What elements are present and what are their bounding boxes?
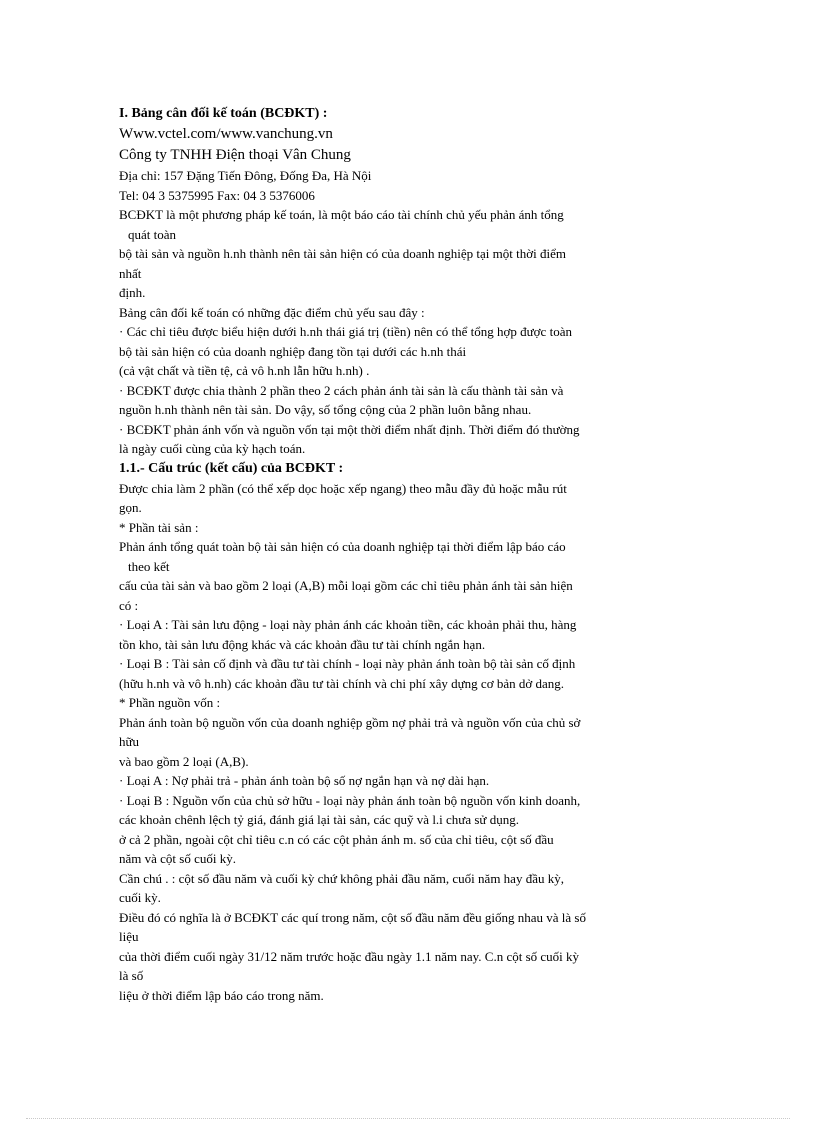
section-line: liệu <box>119 929 139 944</box>
section-line: Được chia làm 2 phần (có thể xếp dọc hoặc xếp ngang) theo mẫu đầy đủ hoặc mẫu rút <box>119 480 567 496</box>
body-line: Bảng cân đối kế toán có những đặc điểm chủ yếu sau đây : <box>119 304 425 320</box>
section-line: theo kết <box>128 558 170 574</box>
body-line: BCĐKT là một phương pháp kế toán, là một báo cáo tài chính chủ yếu phản ánh tổng <box>119 207 564 222</box>
company-name: Công ty TNHH Điện thoại Vân Chung <box>119 147 351 163</box>
section-line: có : <box>119 597 139 613</box>
body-line: nguồn h.nh thành nên tài sản. Do vậy, số tổng cộng của 2 phần luôn bằng nhau. <box>119 402 532 417</box>
body-line: (cả vật chất và tiền tệ, cả vô h.nh lẫn hữu h.nh) . <box>119 363 370 378</box>
document-page <box>119 104 699 1005</box>
section-line: ở cả 2 phần, ngoài cột chỉ tiêu c.n có các cột phản ánh m. số của chỉ tiêu, cột số đầu <box>119 831 554 847</box>
page-bottom-divider <box>26 1118 790 1119</box>
section-line: * Phần tài sản : <box>119 519 199 535</box>
section-line: Cần chú . : cột số đầu năm và cuối kỳ chứ không phải đầu năm, cuối năm hay đầu kỳ, <box>119 870 564 886</box>
section-line: · Loại B : Tài sản cố định và đầu tư tài chính - loại này phản ánh toàn bộ tài sản cố định <box>119 656 576 671</box>
section-line: Điều đó có nghĩa là ở BCĐKT các quí trong năm, cột số đầu năm đều giống nhau và là số <box>119 909 586 925</box>
section-line: cấu của tài sản và bao gồm 2 loại (A,B) mỗi loại gồm các chỉ tiêu phản ánh tài sản hiện <box>119 578 573 593</box>
section-line: (hữu h.nh và vô h.nh) các khoản đầu tư tài chính và chi phí xây dựng cơ bản dở dang. <box>119 675 564 691</box>
section-line: Phản ánh toàn bộ nguồn vốn của doanh nghiệp gồm nợ phải trả và nguồn vốn của chủ sở <box>119 714 581 730</box>
body-line: · BCĐKT được chia thành 2 phần theo 2 cách phản ánh tài sản là cấu thành tài sản và <box>119 382 564 398</box>
section-line: là số <box>119 968 144 983</box>
section-line: · Loại A : Nợ phải trả - phản ánh toàn bộ số nợ ngắn hạn và nợ dài hạn. <box>119 773 490 788</box>
section-line: cuối kỳ. <box>119 890 161 905</box>
section-line: tồn kho, tài sản lưu động khác và các khoản đầu tư tài chính ngắn hạn. <box>119 636 486 652</box>
section-line: · Loại B : Nguồn vốn của chủ sở hữu - loại này phản ánh toàn bộ nguồn vốn kinh doanh, <box>119 792 581 808</box>
section-line: Phản ánh tổng quát toàn bộ tài sản hiện có của doanh nghiệp tại thời điểm lập báo cáo <box>119 539 566 554</box>
body-line: nhất <box>119 265 142 281</box>
company-website: Www.vctel.com/www.vanchung.vn <box>119 126 333 142</box>
section-line: các khoản chênh lệch tỷ giá, đánh giá lại tài sản, các quỹ và l.i chưa sử dụng. <box>119 812 519 827</box>
section-line: gọn. <box>119 500 142 515</box>
body-line: · BCĐKT phản ánh vốn và nguồn vốn tại một thời điểm nhất định. Thời điểm đó thường <box>119 421 580 437</box>
section-line: * Phần nguồn vốn : <box>119 695 221 710</box>
body-line: bộ tài sản và nguồn h.nh thành nên tài sản hiện có của doanh nghiệp tại một thời điểm <box>119 246 566 261</box>
section-line: liệu ở thời điểm lập báo cáo trong năm. <box>119 987 324 1003</box>
section-line: và bao gồm 2 loại (A,B). <box>119 753 249 769</box>
body-line: · Các chỉ tiêu được biểu hiện dưới h.nh thái giá trị (tiền) nên có thể tổng hợp được toàn <box>119 324 572 339</box>
body-line: là ngày cuối cùng của kỳ hạch toán. <box>119 441 306 456</box>
body-line: bộ tài sản hiện có của doanh nghiệp đang tồn tại dưới các h.nh thái <box>119 343 467 359</box>
body-line: định. <box>119 285 146 300</box>
company-address: Địa chỉ: 157 Đặng Tiến Đông, Đống Đa, Hà Nội <box>119 168 372 183</box>
section-title: 1.1.- Cấu trúc (kết cấu) của BCĐKT : <box>119 460 344 476</box>
body-line: quát toàn <box>128 226 177 242</box>
section-line: hữu <box>119 734 140 749</box>
section-line: của thời điểm cuối ngày 31/12 năm trước hoặc đầu ngày 1.1 năm nay. C.n cột số cuối kỳ <box>119 948 580 964</box>
section-line: · Loại A : Tài sản lưu động - loại này phản ánh các khoản tiền, các khoản phải thu, hàng <box>119 617 577 632</box>
document-title: I. Bảng cân đối kế toán (BCĐKT) : <box>119 106 328 121</box>
company-phone: Tel: 04 3 5375995 Fax: 04 3 5376006 <box>119 187 315 203</box>
section-line: năm và cột số cuối kỳ. <box>119 851 236 866</box>
